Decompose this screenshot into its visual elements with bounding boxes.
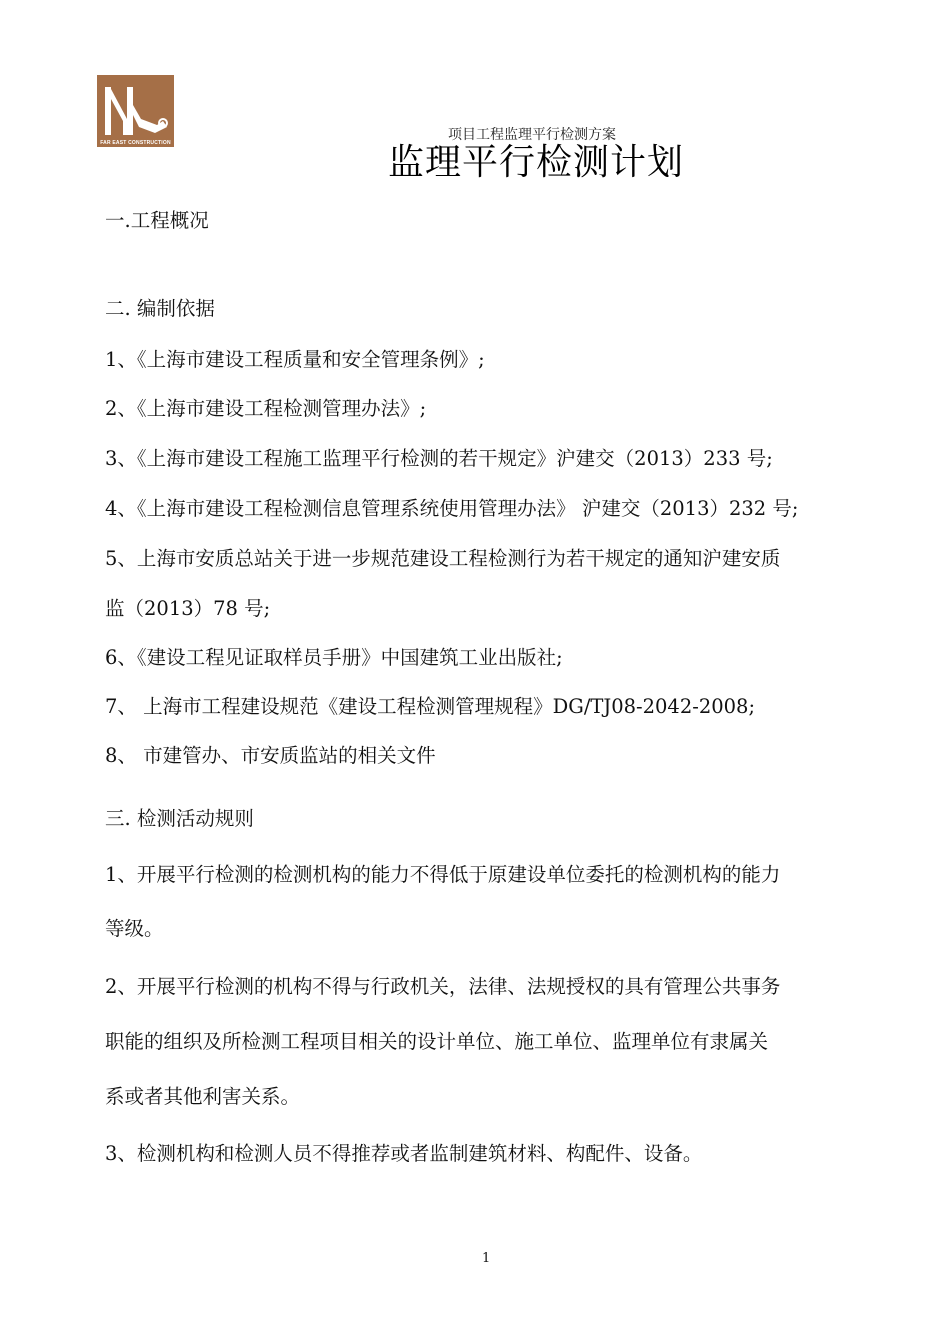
logo-text: FAR EAST CONSTRUCTION (100, 140, 171, 146)
paragraph-line: 1、开展平行检测的检测机构的能力不得低于原建设单位委托的检测机构的能力 (105, 863, 781, 886)
list-item: 4、《上海市建设工程检测信息管理系统使用管理办法》 沪建交（2013）232 号; (105, 497, 799, 520)
list-item: 6、《建设工程见证取样员手册》中国建筑工业出版社; (105, 646, 563, 669)
paragraph-line: 3、检测机构和检测人员不得推荐或者监制建筑材料、构配件、设备。 (105, 1142, 703, 1165)
paragraph-line: 系或者其他利害关系。 (105, 1085, 301, 1108)
list-item: 5、上海市安质总站关于进一步规范建设工程检测行为若干规定的通知沪建安质 (105, 547, 781, 570)
list-item: 1、《上海市建设工程质量和安全管理条例》; (105, 348, 485, 371)
paragraph-line: 2、开展平行检测的机构不得与行政机关，法律、法规授权的具有管理公共事务 (105, 975, 781, 998)
list-item: 8、 市建管办、市安质监站的相关文件 (105, 744, 436, 767)
section-heading-basis: 二. 编制依据 (105, 297, 215, 320)
running-header: 项目工程监理平行检测方案 (448, 127, 616, 143)
list-item: 2、《上海市建设工程检测管理办法》; (105, 397, 427, 420)
document-title: 监理平行检测计划 (388, 142, 685, 183)
logo-mark-icon (97, 75, 174, 147)
paragraph-line: 等级。 (105, 917, 164, 940)
list-item: 7、 上海市工程建设规范《建设工程检测管理规程》DG/TJ08-2042-2008; (105, 695, 756, 718)
list-item: 3、《上海市建设工程施工监理平行检测的若干规定》沪建交（2013）233 号; (105, 447, 773, 470)
section-heading-overview: 一.工程概况 (105, 209, 209, 232)
page-number: 1 (482, 1251, 491, 1266)
list-item-continuation: 监（2013）78 号; (105, 597, 271, 620)
company-logo (97, 75, 174, 147)
section-heading-rules: 三. 检测活动规则 (105, 807, 254, 830)
paragraph-line: 职能的组织及所检测工程项目相关的设计单位、施工单位、监理单位有隶属关 (105, 1030, 769, 1053)
